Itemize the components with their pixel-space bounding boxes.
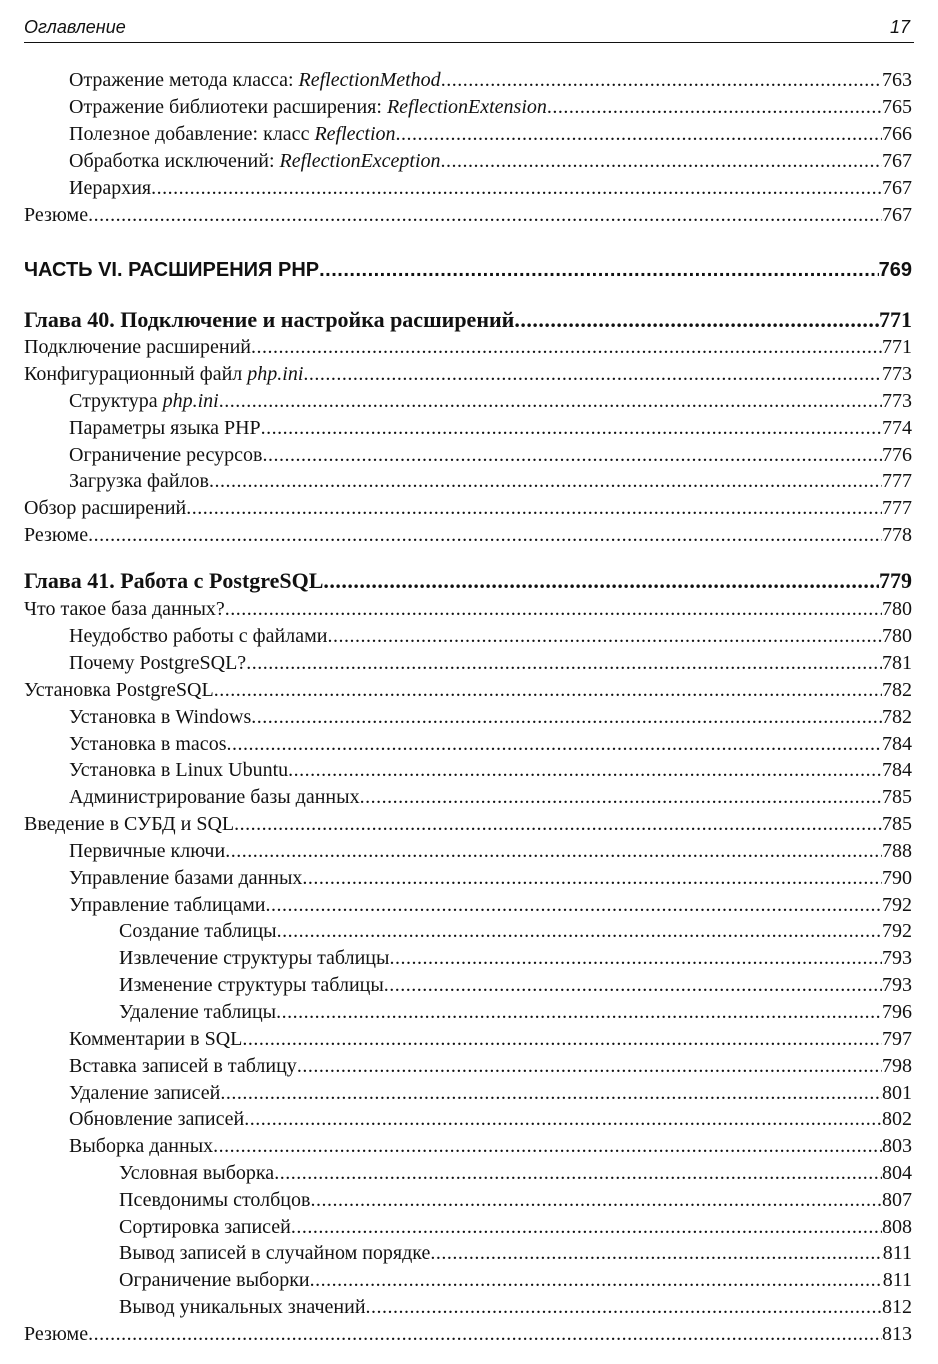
toc-page-number: 807	[882, 1189, 912, 1211]
toc-page-number: 797	[882, 1028, 912, 1050]
toc-entry[interactable]: Сортировка записей ..... 808	[24, 1215, 912, 1239]
toc-page-number: 793	[882, 974, 912, 996]
toc-entry[interactable]: Что такое база данных? ..... 780	[24, 597, 912, 621]
toc-page-number: 802	[882, 1108, 912, 1130]
toc-entry[interactable]: Обзор расширений ..... 777	[24, 496, 912, 520]
toc-page-number: 782	[882, 706, 912, 728]
toc-page-number: 767	[882, 177, 912, 199]
toc-entry[interactable]: Структура php.ini ..... 773	[24, 389, 912, 413]
toc-entry[interactable]: Комментарии в SQL ..... 797	[24, 1027, 912, 1051]
toc-page-number: 777	[882, 497, 912, 519]
toc-page-number: 812	[882, 1296, 912, 1318]
toc-entry[interactable]: Первичные ключи ..... 788	[24, 839, 912, 863]
toc-entry[interactable]: Полезное добавление: класс Reflection ..... 766	[24, 122, 912, 146]
toc-entry[interactable]: Неудобство работы с файлами ..... 780	[24, 624, 912, 648]
toc-page-number: 798	[882, 1055, 912, 1077]
toc-page-number: 790	[882, 867, 912, 889]
toc-page-number: 773	[882, 363, 912, 385]
toc-page-number: 801	[882, 1082, 912, 1104]
toc-page-number: 766	[882, 123, 912, 145]
toc-page-number: 808	[882, 1216, 912, 1238]
toc-page-number: 788	[882, 840, 912, 862]
toc-entry[interactable]: Отражение библиотеки расширения: ReflectionExtension ..... 765	[24, 95, 912, 119]
toc-page-number: 813	[882, 1323, 912, 1345]
toc-chapter-heading[interactable]: Глава 41. Работа с PostgreSQL ..... 779	[24, 569, 912, 593]
toc-page-number: 778	[882, 524, 912, 546]
toc-page-number: 774	[882, 417, 912, 439]
toc-entry[interactable]: Параметры языка PHP ..... 774	[24, 416, 912, 440]
toc-page-number: 792	[882, 920, 912, 942]
toc-entry[interactable]: Создание таблицы ..... 792	[24, 919, 912, 943]
toc-page-number: 782	[882, 679, 912, 701]
toc-page-number: 785	[882, 813, 912, 835]
header-title: Оглавление	[24, 17, 126, 37]
toc-page-number: 771	[882, 336, 912, 358]
toc-entry[interactable]: Конфигурационный файл php.ini ..... 773	[24, 362, 912, 386]
header-page-number: 17	[889, 17, 910, 37]
toc-entry[interactable]: Резюме ..... 813	[24, 1322, 912, 1346]
toc-page-number: 811	[882, 1242, 912, 1264]
running-header	[24, 14, 914, 43]
toc-entry[interactable]: Удаление записей ..... 801	[24, 1081, 912, 1105]
toc-entry[interactable]: Установка в macos ..... 784	[24, 732, 912, 756]
toc-entry[interactable]: Псевдонимы столбцов ..... 807	[24, 1188, 912, 1212]
toc-entry[interactable]: Управление таблицами ..... 792	[24, 893, 912, 917]
toc-entry[interactable]: Обновление записей ..... 802	[24, 1107, 912, 1131]
toc-page-number: 767	[882, 150, 912, 172]
toc-entry[interactable]: Введение в СУБД и SQL ..... 785	[24, 812, 912, 836]
toc-entry[interactable]: Загрузка файлов ..... 777	[24, 469, 912, 493]
toc-entry[interactable]: Установка в Linux Ubuntu ..... 784	[24, 758, 912, 782]
toc-page-number: 776	[882, 444, 912, 466]
toc-page-number: 784	[882, 759, 912, 781]
toc-page-number: 781	[882, 652, 912, 674]
toc-page-number: 796	[882, 1001, 912, 1023]
toc-page-number: 765	[882, 96, 912, 118]
toc-entry[interactable]: Ограничение ресурсов ..... 776	[24, 443, 912, 467]
toc-page-number: 811	[882, 1269, 912, 1291]
toc-entry[interactable]: Извлечение структуры таблицы ..... 793	[24, 946, 912, 970]
toc-entry[interactable]: Ограничение выборки ..... 811	[24, 1268, 912, 1292]
toc-entry[interactable]: Выборка данных ..... 803	[24, 1134, 912, 1158]
toc-page-number: 792	[882, 894, 912, 916]
toc-page-number: 784	[882, 733, 912, 755]
toc-entry[interactable]: Администрирование базы данных ..... 785	[24, 785, 912, 809]
toc-page-number: 763	[882, 69, 912, 91]
toc-entry[interactable]: Изменение структуры таблицы ..... 793	[24, 973, 912, 997]
toc-part-heading[interactable]: ЧАСТЬ VI. РАСШИРЕНИЯ PHP ..... 769	[24, 258, 912, 282]
toc-entry[interactable]: Вставка записей в таблицу ..... 798	[24, 1054, 912, 1078]
toc-page-number: 785	[882, 786, 912, 808]
toc-entry[interactable]: Почему PostgreSQL? ..... 781	[24, 651, 912, 675]
toc-entry[interactable]: Отражение метода класса: ReflectionMethod ..... 763	[24, 68, 912, 92]
toc-entry[interactable]: Установка PostgreSQL ..... 782	[24, 678, 912, 702]
toc-entry[interactable]: Резюме ..... 767	[24, 203, 912, 227]
toc-entry[interactable]: Вывод записей в случайном порядке ..... 811	[24, 1241, 912, 1265]
toc-entry[interactable]: Обработка исключений: ReflectionException ..... 767	[24, 149, 912, 173]
toc-entry[interactable]: Управление базами данных ..... 790	[24, 866, 912, 890]
toc-page-number: 769	[878, 259, 912, 281]
toc-entry[interactable]: Резюме ..... 778	[24, 523, 912, 547]
toc-page-number: 793	[882, 947, 912, 969]
toc-entry[interactable]: Удаление таблицы ..... 796	[24, 1000, 912, 1024]
toc-page-number: 780	[882, 598, 912, 620]
toc-page-number: 777	[882, 470, 912, 492]
toc-entry[interactable]: Иерархия ..... 767	[24, 176, 912, 200]
toc-page-number: 779	[879, 568, 912, 593]
toc-page-number: 767	[882, 204, 912, 226]
toc-page-number: 773	[882, 390, 912, 412]
toc-page-number: 804	[882, 1162, 912, 1184]
toc-entry[interactable]: Условная выборка ..... 804	[24, 1161, 912, 1185]
toc-page-number: 780	[882, 625, 912, 647]
toc-page-number: 771	[879, 307, 912, 332]
toc-chapter-heading[interactable]: Глава 40. Подключение и настройка расширений ..... 771	[24, 308, 912, 332]
toc-page-number: 803	[882, 1135, 912, 1157]
toc-entry[interactable]: Установка в Windows ..... 782	[24, 705, 912, 729]
toc-entry[interactable]: Подключение расширений ..... 771	[24, 335, 912, 359]
toc-entry[interactable]: Вывод уникальных значений ..... 812	[24, 1295, 912, 1319]
